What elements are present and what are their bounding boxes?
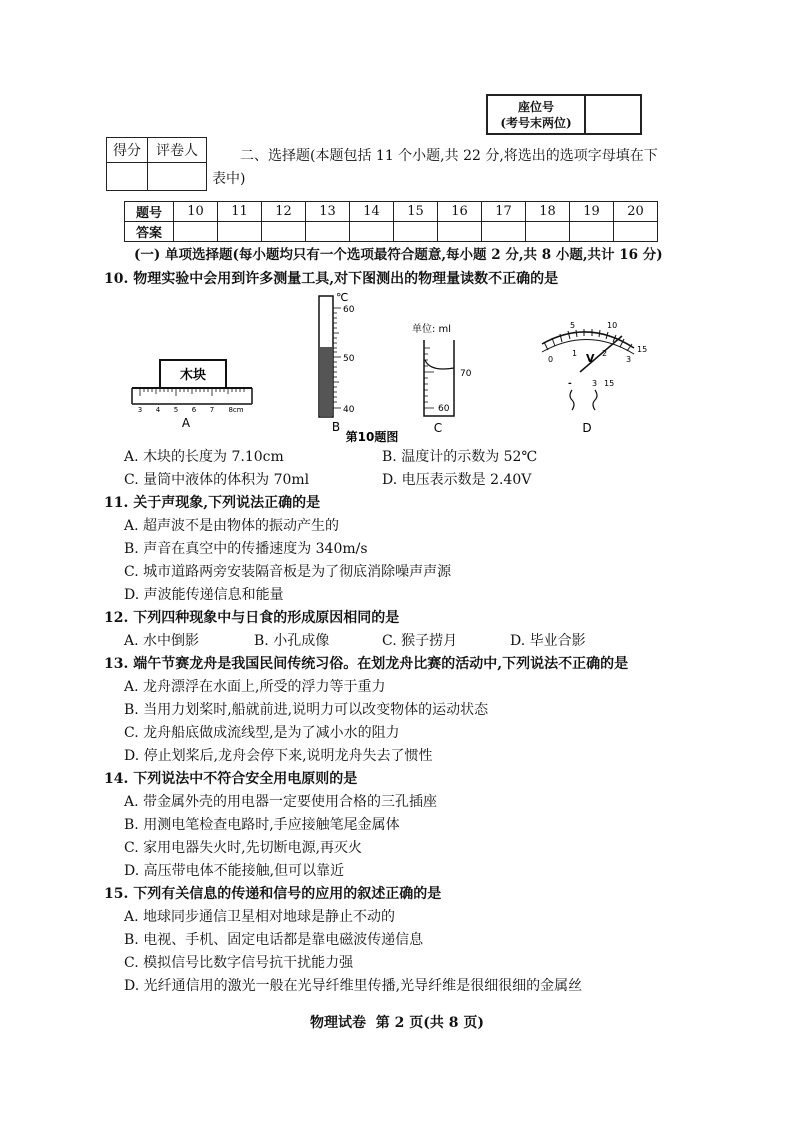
answer-table	[124, 201, 658, 242]
option-c: C. 猴子捞月	[382, 633, 458, 649]
answer-row-label: 答案	[125, 222, 174, 242]
answer-cell[interactable]	[350, 222, 394, 242]
section-title: 二、选择题(本题包括 11 个小题,共 22 分,将选出的选项字母填在下	[240, 148, 658, 164]
figure-d-label: D	[582, 421, 592, 435]
liquid-meniscus	[425, 360, 454, 369]
thermometer-liquid	[320, 347, 332, 416]
voltmeter-tick-label: 5	[570, 321, 576, 330]
answer-cell[interactable]	[570, 222, 614, 242]
option-b: B. 当用力划桨时,船就前进,说明力可以改变物体的运动状态	[124, 702, 489, 718]
section-title-cont: 表中)	[212, 171, 246, 187]
question-number-cell: 20	[614, 202, 658, 222]
question-number-cell: 19	[570, 202, 614, 222]
terminal-label: -	[568, 379, 572, 389]
score-box	[106, 137, 207, 191]
voltmeter-tick-label: 3	[626, 355, 632, 364]
answer-cell[interactable]	[306, 222, 350, 242]
figure-10	[110, 290, 670, 445]
ruler-figure	[132, 360, 252, 430]
score-header: 得分	[107, 138, 148, 163]
terminal-label: 3	[592, 379, 598, 388]
page-footer: 物理试卷 第 2 页(共 8 页)	[310, 1015, 484, 1031]
option-a: A. 木块的长度为 7.10cm	[124, 449, 284, 465]
ruler-tick-label: 5	[173, 406, 179, 414]
answer-cell[interactable]	[614, 222, 658, 242]
question-number-cell: 11	[218, 202, 262, 222]
option-b: B. 声音在真空中的传播速度为 340m/s	[124, 541, 368, 557]
option-d: D. 停止划桨后,龙舟会停下来,说明龙舟失去了惯性	[124, 748, 433, 764]
cylinder-tick-label: 60	[438, 404, 450, 414]
voltmeter-tick-label: 10	[607, 321, 618, 330]
thermometer-tick-label: 60	[343, 305, 355, 315]
thermometer-unit: ℃	[336, 291, 349, 304]
question-number-cell: 17	[482, 202, 526, 222]
voltmeter-tick-label: 1	[572, 349, 578, 358]
question-number-cell: 14	[350, 202, 394, 222]
answer-cell[interactable]	[394, 222, 438, 242]
question-12-stem: 12. 下列四种现象中与日食的形成原因相同的是	[104, 610, 400, 626]
option-c: C. 量筒中液体的体积为 70ml	[124, 472, 310, 488]
cylinder-unit: 单位: ml	[412, 324, 452, 335]
voltmeter-tick-label: 15	[637, 345, 648, 354]
option-b: B. 用测电笔检查电路时,手应接触笔尾金属体	[124, 817, 400, 833]
voltmeter-figure	[542, 321, 647, 435]
answer-cell[interactable]	[174, 222, 218, 242]
ruler-tick-label: 6	[191, 406, 197, 414]
option-c: C. 模拟信号比数字信号抗干扰能力强	[124, 955, 354, 971]
subsection-heading: (一) 单项选择题(每小题均只有一个选项最符合题意,每小题 2 分,共 8 小题,共计 16 分)	[134, 247, 663, 263]
answer-cell[interactable]	[218, 222, 262, 242]
option-a: A. 超声波不是由物体的振动产生的	[124, 518, 340, 534]
question-number-cell: 13	[306, 202, 350, 222]
answer-table-number-row	[125, 202, 658, 222]
ruler-tick-label: 8cm	[228, 406, 244, 414]
option-a: A. 带金属外壳的用电器一定要使用合格的三孔插座	[124, 794, 438, 810]
voltmeter-tick-label: 0	[548, 355, 554, 364]
grader-field[interactable]	[148, 163, 207, 191]
option-a: A. 水中倒影	[124, 633, 200, 649]
option-d: D. 电压表示数是 2.40V	[382, 472, 532, 488]
question-11-stem: 11. 关于声现象,下列说法正确的是	[104, 495, 321, 511]
thermometer-tick-label: 40	[343, 405, 355, 415]
option-d: D. 毕业合影	[510, 633, 586, 649]
answer-cell[interactable]	[262, 222, 306, 242]
terminal-label: 15	[604, 379, 615, 388]
question-number-cell: 15	[394, 202, 438, 222]
seat-number-field[interactable]	[585, 95, 641, 134]
question-number-cell: 10	[174, 202, 218, 222]
option-d: D. 高压带电体不能接触,但可以靠近	[124, 863, 345, 879]
question-13-stem: 13. 端午节赛龙舟是我国民间传统习俗。在划龙舟比赛的活动中,下列说法不正确的是	[104, 656, 629, 672]
option-d: D. 声波能传递信息和能量	[124, 587, 284, 603]
cylinder-tick-label: 70	[460, 369, 472, 379]
figure-c-label: C	[433, 421, 443, 435]
cylinder-figure	[346, 322, 472, 444]
option-b: B. 温度计的示数为 52℃	[382, 449, 538, 465]
thermometer-tick-label: 50	[343, 354, 355, 364]
option-a: A. 地球同步通信卫星相对地球是静止不动的	[124, 909, 396, 925]
answer-table-answer-row	[125, 222, 658, 242]
figure-a-label: A	[181, 416, 191, 430]
ruler-tick-label: 7	[209, 406, 215, 414]
option-d: D. 光纤通信用的激光一般在光导纤维里传播,光导纤维是很细很细的金属丝	[124, 978, 583, 994]
answer-row-label: 题号	[125, 202, 174, 222]
voltmeter-unit-label: V	[586, 352, 595, 365]
figure-caption: 第10题图	[345, 430, 399, 444]
option-c: C. 家用电器失火时,先切断电源,再灭火	[124, 840, 363, 856]
voltmeter-tick-label: 2	[602, 349, 608, 358]
grader-header: 评卷人	[148, 138, 207, 163]
answer-cell[interactable]	[526, 222, 570, 242]
seat-number-label: 座位号 (考号末两位)	[487, 95, 585, 134]
seat-number-box	[486, 94, 642, 135]
question-number-cell: 18	[526, 202, 570, 222]
option-c: C. 龙舟船底做成流线型,是为了减小水的阻力	[124, 725, 400, 741]
answer-cell[interactable]	[482, 222, 526, 242]
question-14-stem: 14. 下列说法中不符合安全用电原则的是	[104, 771, 358, 787]
question-number-cell: 12	[262, 202, 306, 222]
ruler-tick-label: 3	[137, 406, 143, 414]
option-b: B. 电视、手机、固定电话都是靠电磁波传递信息	[124, 932, 424, 948]
question-15-stem: 15. 下列有关信息的传递和信号的应用的叙述正确的是	[104, 886, 442, 902]
ruler-tick-label: 4	[155, 406, 161, 414]
option-a: A. 龙舟漂浮在水面上,所受的浮力等于重力	[124, 679, 386, 695]
option-b: B. 小孔成像	[254, 633, 330, 649]
thermometer-figure	[319, 291, 355, 434]
question-10-stem: 10. 物理实验中会用到许多测量工具,对下图测出的物理量读数不正确的是	[104, 271, 559, 287]
figure-b-label: B	[331, 420, 341, 434]
score-field[interactable]	[107, 163, 148, 191]
answer-cell[interactable]	[438, 222, 482, 242]
question-number-cell: 16	[438, 202, 482, 222]
option-c: C. 城市道路两旁安装隔音板是为了彻底消除噪声声源	[124, 564, 452, 580]
wood-block-label: 木块	[179, 368, 207, 383]
